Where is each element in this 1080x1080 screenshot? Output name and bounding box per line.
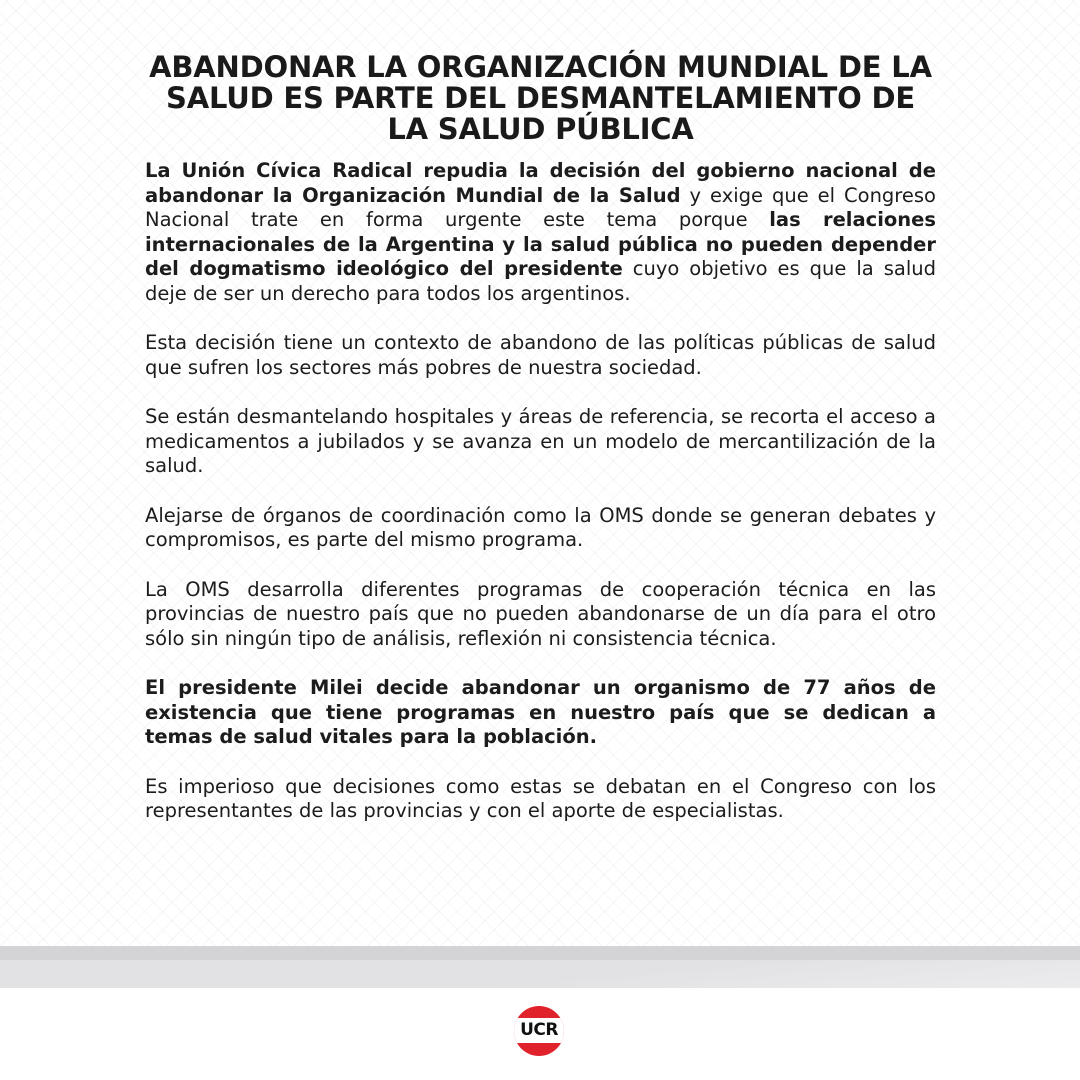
paragraph-congress: Es imperioso que decisiones como estas se debatan en el Congreso con los representantes de las provincias y con el aporte de especialistas. (145, 774, 936, 822)
paragraph-context: Esta decisión tiene un contexto de abandono de las políticas públicas de salud que sufren los sectores más pobres de nuestra sociedad. (145, 331, 936, 379)
page-title: ABANDONAR LA ORGANIZACIÓN MUNDIAL DE LA SALUD ES PARTE DEL DESMANTELAMIENTO DE LA SALUD PÚBLICA (149, 50, 932, 146)
paragraph-hospitals: Se están desmantelando hospitales y áreas de referencia, se recorta el acceso a medicamentos a jubilados y se avanza en un modelo de mercantilización de la salud. (145, 405, 936, 477)
paragraph-oms-coordination: Alejarse de órganos de coordinación como la OMS donde se generan debates y compromisos, es parte del mismo programa. (145, 503, 936, 551)
intro-bold-2: las relaciones internacionales de la Argentina y la salud pública no pueden depender del dogmatismo ideológico del presidente (145, 208, 936, 280)
intro-bold-lead: La Unión Cívica Radical repudia la decisión del gobierno nacional de abandonar la Organización Mundial de la Salud (145, 159, 936, 207)
footer-band-dark (0, 946, 1080, 960)
paragraph-oms-programs: La OMS desarrolla diferentes programas de cooperación técnica en las provincias de nuestro país que no pueden abandonarse de un día para el otro sólo sin ningún tipo de análisis, reflexión ni consistencia técnica. (145, 577, 936, 650)
paragraph-intro (145, 159, 936, 306)
intro-text-2: cuyo objetivo es que la salud deje de ser un derecho para todos los argentinos. (145, 257, 936, 305)
milei-bold: El presidente Milei decide abandonar un organismo de 77 años de existencia que tiene programas en nuestro país que se dedican a temas de salud vitales para la población. (145, 676, 936, 748)
intro-text-1: y exige que el Congreso Nacional trate en forma urgente este tema porque (145, 183, 936, 231)
logo-text: UCR (520, 1020, 558, 1040)
statement-content (145, 52, 936, 849)
footer-band-light (0, 960, 1080, 988)
paragraph-milei (145, 676, 936, 750)
ucr-logo (514, 1006, 564, 1056)
